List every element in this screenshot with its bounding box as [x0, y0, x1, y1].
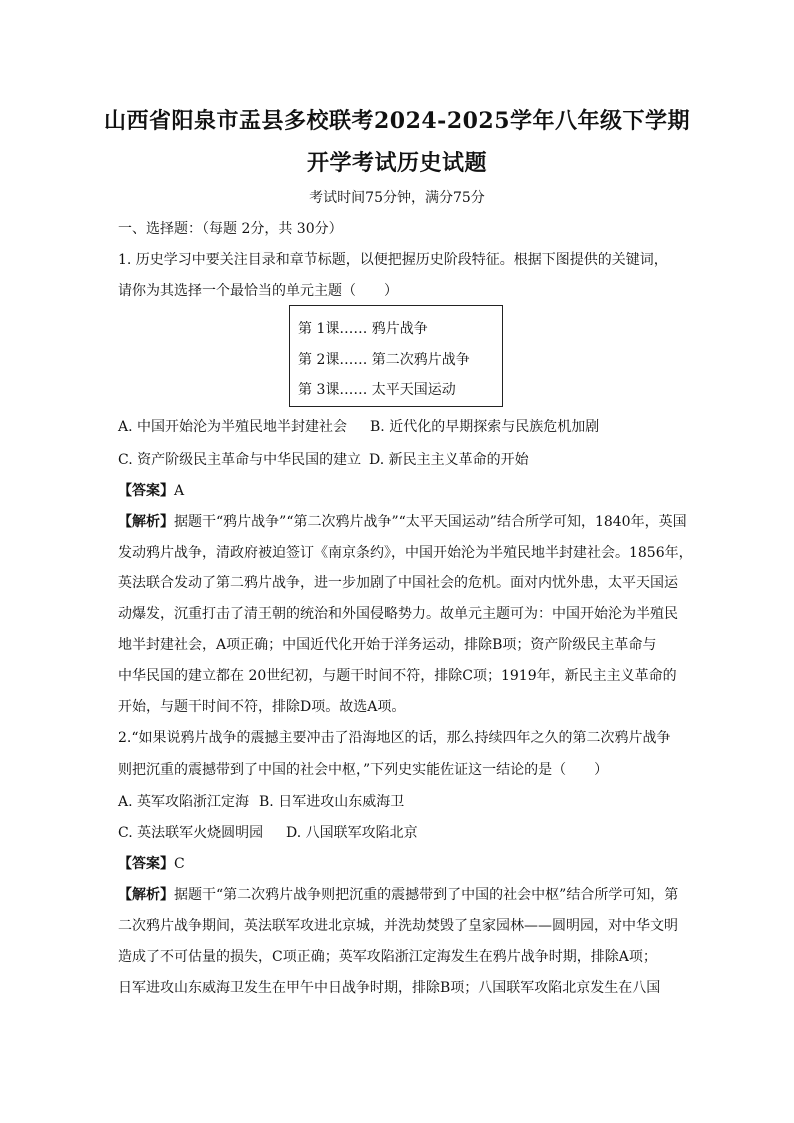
q2-analysis-line-3: 造成了不可估量的损失，C项正确；英军攻陷浙江定海发生在鸦片战争时期，排除A项； — [118, 949, 657, 965]
q1-option-b: B. 近代化的早期探索与民族危机加剧 — [370, 419, 600, 435]
q1-option-d: D. 新民主主义革命的开始 — [369, 452, 529, 468]
q2-analysis-text-1: 据题干“第二次鸦片战争则把沉重的震撼带到了中国的社会中枢”结合所学可知，第 — [174, 887, 679, 903]
q2-analysis-label: 【解析】 — [118, 887, 174, 903]
q1-options-row-1 — [118, 416, 678, 436]
q2-option-d: D. 八国联军攻陷北京 — [286, 825, 418, 841]
q1-analysis-line-6: 中华民国的建立都在 20世纪初，与题干时间不符，排除C项；1919年，新民主主义革命的 — [118, 668, 677, 684]
exam-title-line-2: 开学考试历史试题 — [306, 150, 487, 176]
q1-option-a: A. 中国开始沦为半殖民地半封建社会 — [118, 419, 348, 435]
q1-box-row-2: 第 2课…… 第二次鸦片战争 — [298, 352, 470, 368]
q1-analysis-line-7: 开始，与题干时间不符，排除D项。故选A项。 — [118, 699, 406, 715]
q2-answer-value: C — [174, 856, 185, 872]
q1-box-row-1: 第 1课…… 鸦片战争 — [298, 321, 428, 337]
q1-analysis-line-2: 发动鸦片战争，清政府被迫签订《南京条约》，中国开始沦为半殖民地半封建社会。1856年， — [118, 545, 693, 561]
q2-options-row-2 — [118, 822, 678, 842]
q2-stem-line-1: 2.“如果说鸦片战争的震撼主要冲击了沿海地区的话，那么持续四年之久的第二次鸦片战争 — [118, 730, 671, 746]
q2-option-c: C. 英法联军火烧圆明园 — [118, 825, 264, 841]
q1-stem-line-2: 请你为其选择一个最恰当的单元主题（ ） — [118, 283, 398, 299]
exam-title-line-1: 山西省阳泉市盂县多校联考2024-2025学年八年级下学期 — [103, 108, 691, 134]
q2-analysis-line-1 — [118, 884, 678, 904]
q1-box-row-3: 第 3课…… 太平天国运动 — [298, 382, 456, 398]
q2-stem-line-2: 则把沉重的震撼带到了中国的社会中枢，”下列史实能佐证这一结论的是（ ） — [118, 762, 609, 778]
q2-analysis-line-2: 二次鸦片战争期间，英法联军攻进北京城，并洗劫焚毁了皇家园林——圆明园，对中华文明 — [118, 918, 678, 934]
q1-analysis-line-5: 地半封建社会，A项正确；中国近代化开始于洋务运动，排除B项；资产阶级民主革命与 — [118, 637, 657, 653]
q1-analysis-label: 【解析】 — [118, 514, 174, 530]
q1-answer-label: 【答案】 — [118, 483, 174, 499]
q2-analysis-line-4: 日军进攻山东威海卫发生在甲午中日战争时期，排除B项；八国联军攻陷北京发生在八国 — [118, 980, 661, 996]
q2-answer-label: 【答案】 — [118, 856, 174, 872]
q1-stem-line-1: 1. 历史学习中要关注目录和章节标题，以便把握历史阶段特征。根据下图提供的关键词， — [118, 252, 668, 268]
q1-option-c: C. 资产阶级民主革命与中华民国的建立 — [118, 452, 362, 468]
q1-analysis-text-1: 据题干“鸦片战争”“第二次鸦片战争”“太平天国运动”结合所学可知，1840年，英国 — [174, 514, 687, 530]
q1-analysis-line-1 — [118, 511, 687, 531]
q1-analysis-line-3: 英法联合发动了第二鸦片战争，进一步加剧了中国社会的危机。面对内忧外患，太平天国运 — [118, 575, 678, 591]
q1-analysis-line-4: 动爆发，沉重打击了清王朝的统治和外国侵略势力。故单元主题可为：中国开始沦为半殖民 — [118, 606, 678, 622]
section-heading: 一、选择题：（每题 2分，共 30分） — [118, 221, 343, 237]
q1-answer-value: A — [174, 483, 185, 499]
exam-info: 考试时间75分钟，满分75分 — [309, 190, 485, 206]
q2-option-a: A. 英军攻陷浙江定海 — [118, 794, 250, 810]
q1-answer — [118, 480, 678, 500]
q1-options-row-2 — [118, 449, 678, 469]
q2-answer — [118, 853, 678, 873]
q2-option-b: B. 日军进攻山东威海卫 — [259, 794, 405, 810]
q2-options-row-1 — [118, 791, 678, 811]
q1-chapter-box — [289, 305, 503, 407]
